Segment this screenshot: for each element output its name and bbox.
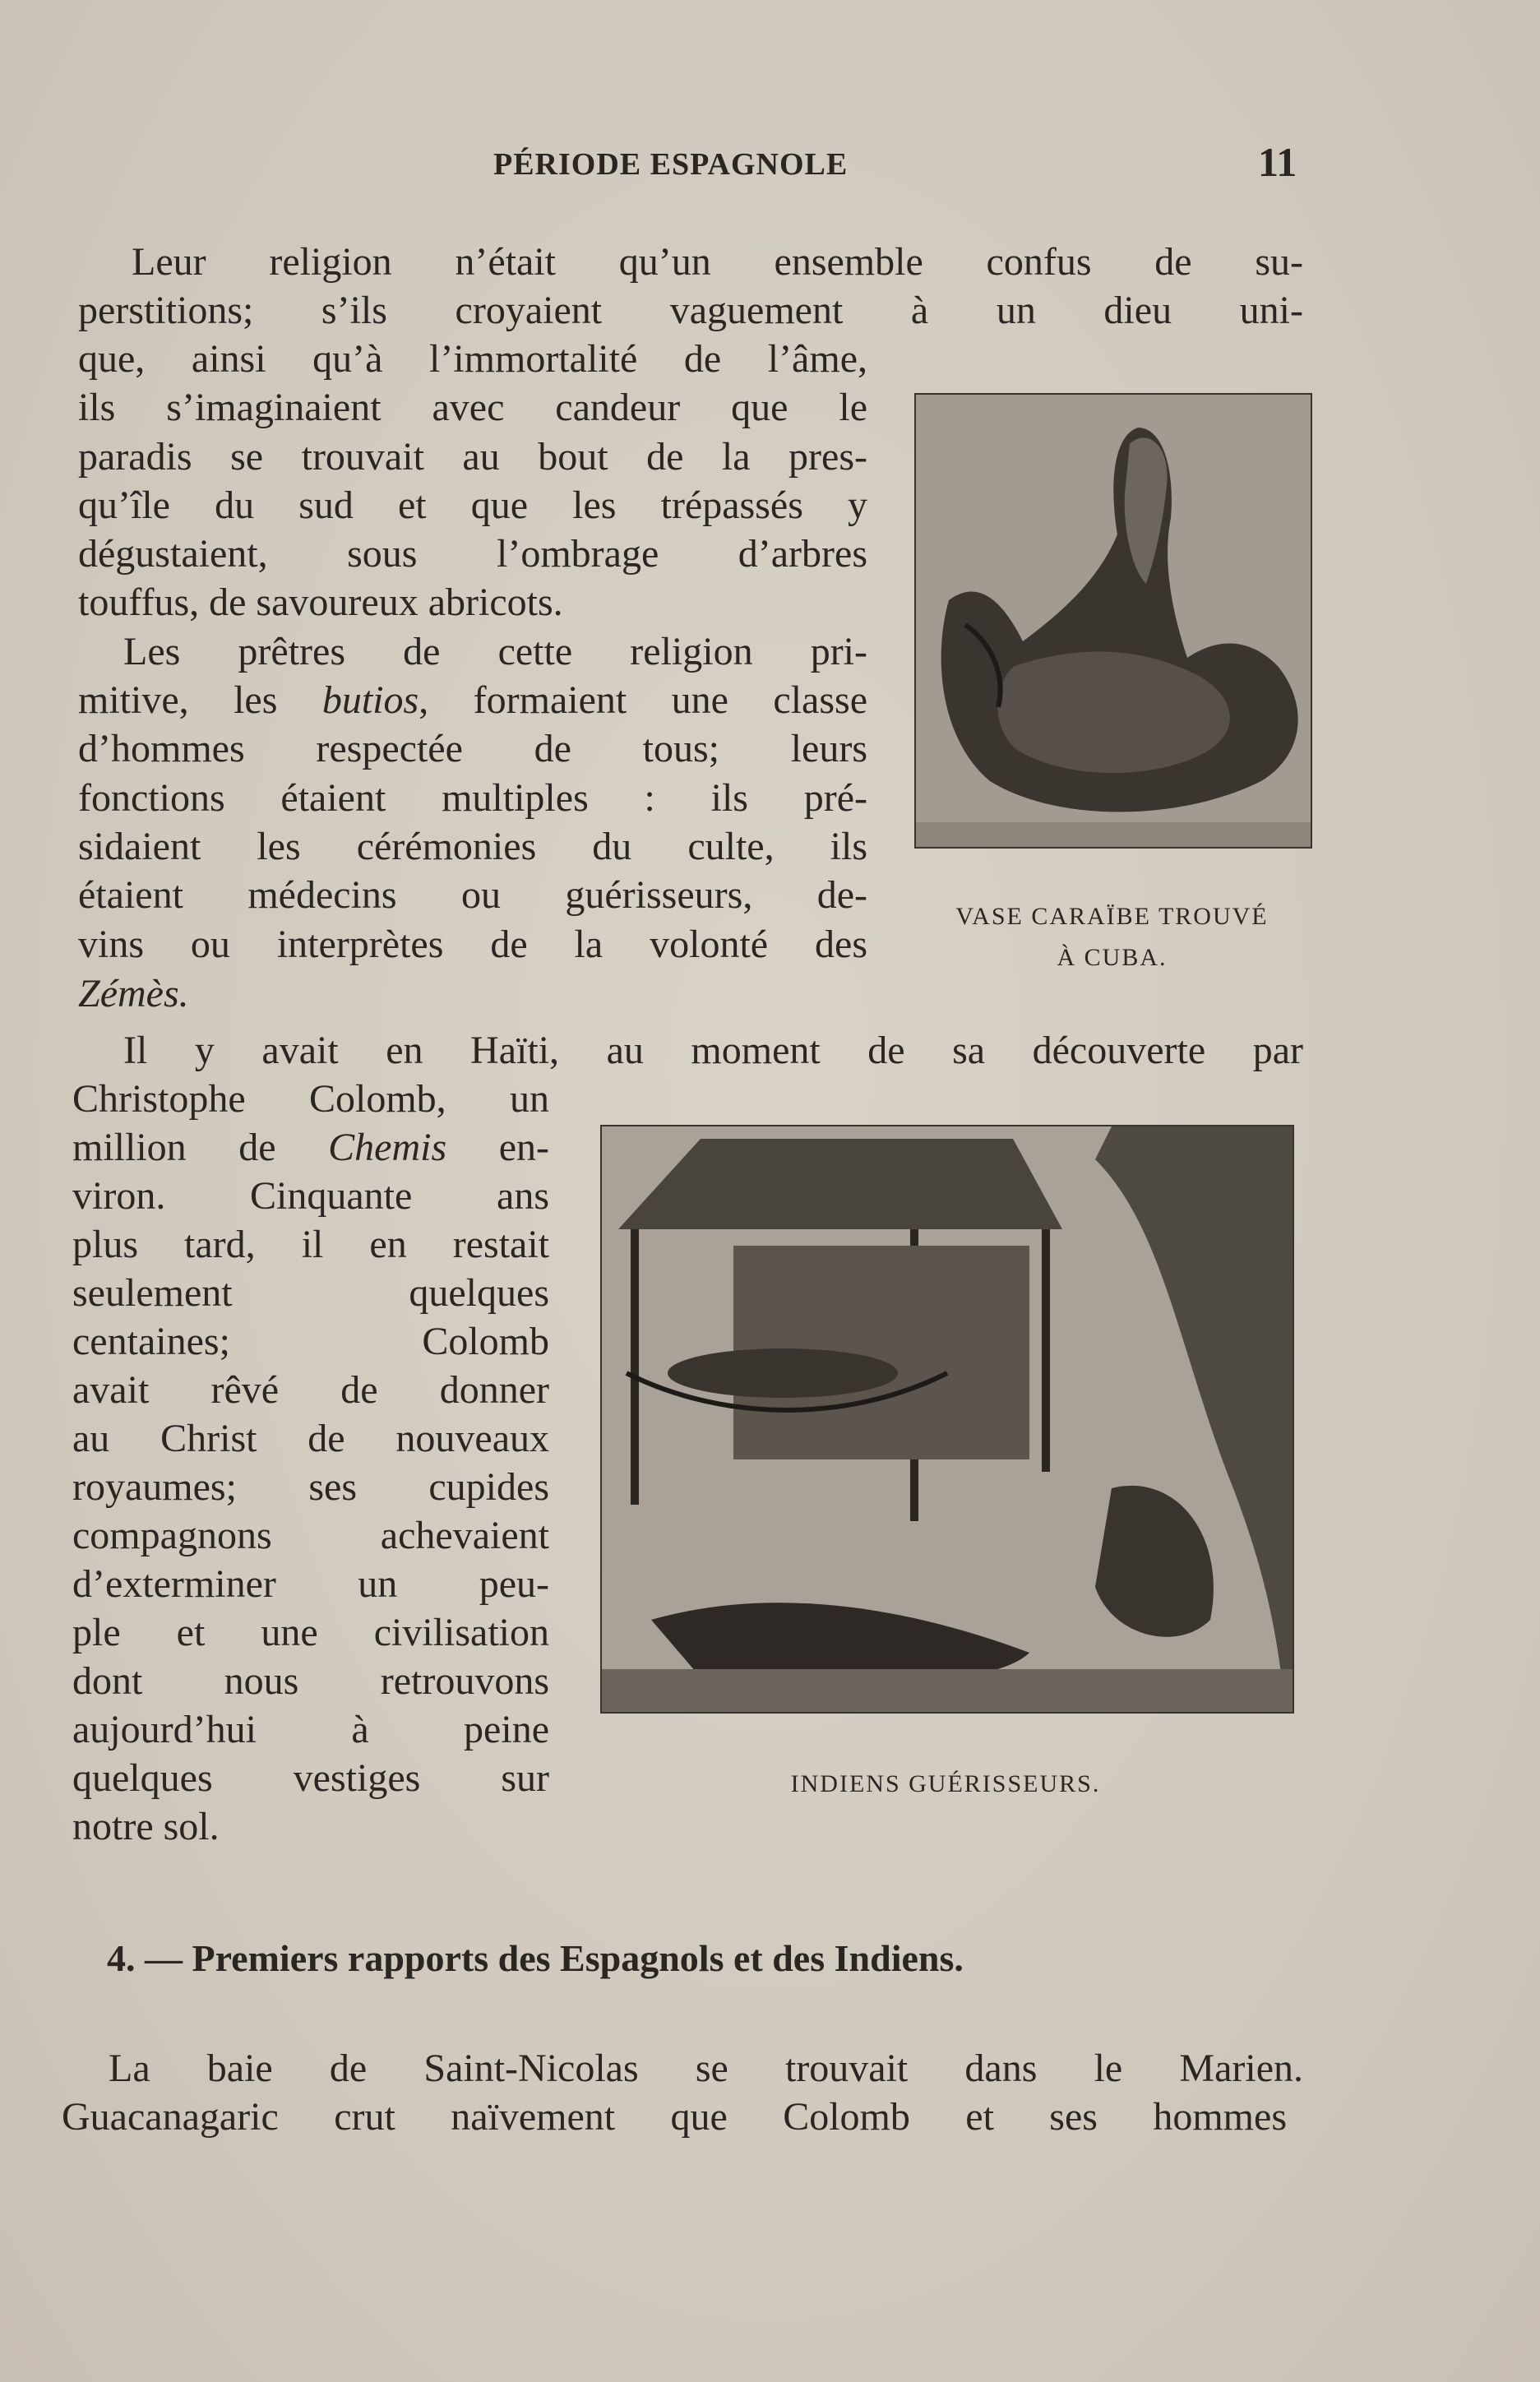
italic-term: butios bbox=[321, 678, 419, 722]
text-line-with-italic: million de Chemis en- bbox=[72, 1126, 549, 1169]
text-line: qu’île du sud et que les trépassés y bbox=[78, 483, 867, 527]
running-header: PÉRIODE ESPAGNOLE bbox=[493, 147, 849, 182]
text-line: dégustaient, sous l’ombrage d’arbres bbox=[78, 532, 867, 576]
text-line: perstitions; s’ils croyaient vaguement à un dieu uni- bbox=[78, 289, 1303, 332]
figure-caption: VASE CARAÏBE TROUVÉ bbox=[955, 903, 1269, 930]
text-line: vins ou interprètes de la volonté des bbox=[78, 923, 867, 966]
text-line: ils s’imaginaient avec candeur que le bbox=[78, 386, 867, 429]
text-line: Guacanagaric crut naïvement que Colomb et ses hommes bbox=[62, 2095, 1287, 2139]
italic-term: Chemis bbox=[328, 1126, 447, 1169]
text-line: au Christ de nouveaux bbox=[72, 1417, 549, 1460]
figure-caption: À CUBA. bbox=[1057, 944, 1168, 971]
text-line: Leur religion n’était qu’un ensemble confus de su- bbox=[132, 240, 1303, 284]
text-line: Christophe Colomb, un bbox=[72, 1077, 549, 1121]
text-line: plus tard, il en restait bbox=[72, 1223, 549, 1266]
text-line: paradis se trouvait au bout de la pres- bbox=[78, 435, 867, 479]
text-line: touffus, de savoureux abricots. bbox=[78, 580, 563, 624]
section-heading: 4. — Premiers rapports des Espagnols et des Indiens. bbox=[107, 1937, 964, 1979]
page-number: 11 bbox=[1258, 139, 1297, 185]
text-line: fonctions étaient multiples : ils pré- bbox=[78, 776, 867, 820]
text-line: quelques vestiges sur bbox=[72, 1756, 549, 1800]
text-line: notre sol. bbox=[72, 1805, 220, 1848]
text-line: royaumes; ses cupides bbox=[72, 1465, 549, 1509]
text-line: d’hommes respectée de tous; leurs bbox=[78, 727, 867, 770]
text-line: seulement quelques bbox=[72, 1271, 549, 1315]
healers-illustration bbox=[600, 1125, 1294, 1714]
vase-drawing bbox=[916, 395, 1311, 847]
text-line: étaient médecins ou guérisseurs, de- bbox=[78, 873, 867, 917]
figure-caption: INDIENS GUÉRISSEURS. bbox=[790, 1770, 1101, 1797]
text-line: centaines; Colomb bbox=[72, 1320, 549, 1363]
text-line: sidaient les cérémonies du culte, ils bbox=[78, 825, 867, 868]
text-line-with-italic: mitive, les butios, formaient une classe bbox=[78, 678, 867, 722]
text-line: Zémès. bbox=[78, 972, 189, 1015]
text-line: que, ainsi qu’à l’immortalité de l’âme, bbox=[78, 337, 867, 381]
text-line: ple et une civilisation bbox=[72, 1611, 549, 1654]
vase-illustration bbox=[914, 393, 1312, 849]
text-line: compagnons achevaient bbox=[72, 1514, 549, 1557]
text-line: aujourd’hui à peine bbox=[72, 1708, 549, 1751]
text-line: Les prêtres de cette religion pri- bbox=[123, 630, 867, 673]
text-line: avait rêvé de donner bbox=[72, 1368, 549, 1412]
text-line: viron. Cinquante ans bbox=[72, 1174, 549, 1218]
text-line: dont nous retrouvons bbox=[72, 1659, 549, 1703]
text-line: La baie de Saint-Nicolas se trouvait dans le Marien. bbox=[109, 2047, 1303, 2090]
text-line: d’exterminer un peu- bbox=[72, 1562, 549, 1606]
healers-drawing bbox=[602, 1126, 1293, 1712]
text-line: Il y avait en Haïti, au moment de sa découverte par bbox=[123, 1029, 1303, 1072]
